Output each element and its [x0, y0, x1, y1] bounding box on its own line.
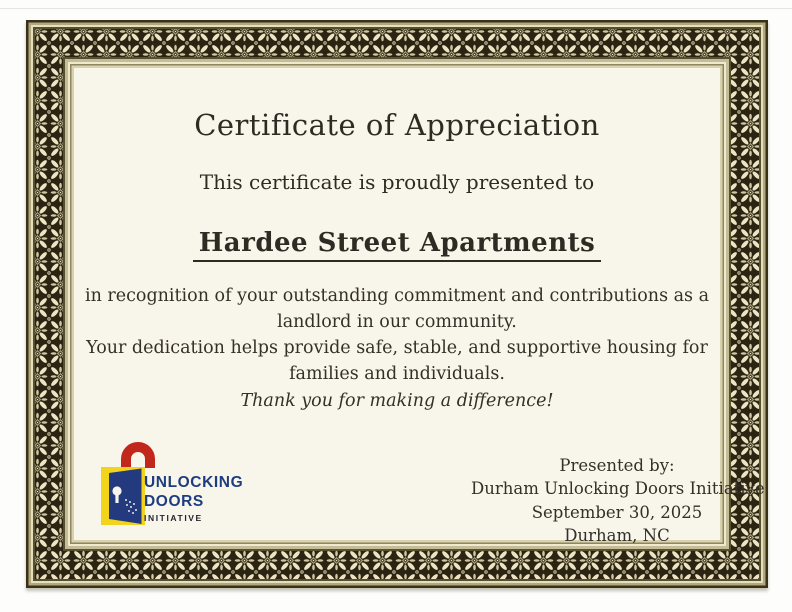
certificate-content: [26, 20, 768, 588]
logo-word-doors: DOORS: [144, 493, 204, 510]
certificate-title: Certificate of Appreciation: [194, 108, 600, 142]
logo-wordmark: [144, 475, 274, 522]
certificate: [26, 20, 768, 588]
presentation-date: September 30, 2025: [531, 502, 703, 522]
logo-word-initiative: INITIATIVE: [144, 512, 203, 523]
certificate-subtitle: This certificate is proudly presented to: [199, 170, 595, 194]
scan-artifact-line: [0, 8, 792, 9]
presentation-location: Durham, NC: [564, 526, 670, 546]
closing-line: Thank you for making a difference!: [240, 390, 554, 411]
unlocking-doors-logo: [96, 440, 276, 535]
recipient-name: Hardee Street Apartments: [193, 228, 602, 262]
body-sentence-1: in recognition of your outstanding commitment and contributions as a landlord in our community.: [84, 286, 710, 332]
body-sentence-2: Your dedication helps provide safe, stable, and supportive housing for families and individuals.: [86, 337, 708, 384]
presented-by-block: [471, 454, 763, 548]
presenting-organization: Durham Unlocking Doors Initiative: [471, 479, 765, 499]
presented-by-label: Presented by:: [559, 456, 675, 475]
recipient-row: [26, 228, 768, 262]
certificate-body: [77, 284, 717, 414]
logo-word-unlocking: UNLOCKING: [144, 474, 244, 491]
